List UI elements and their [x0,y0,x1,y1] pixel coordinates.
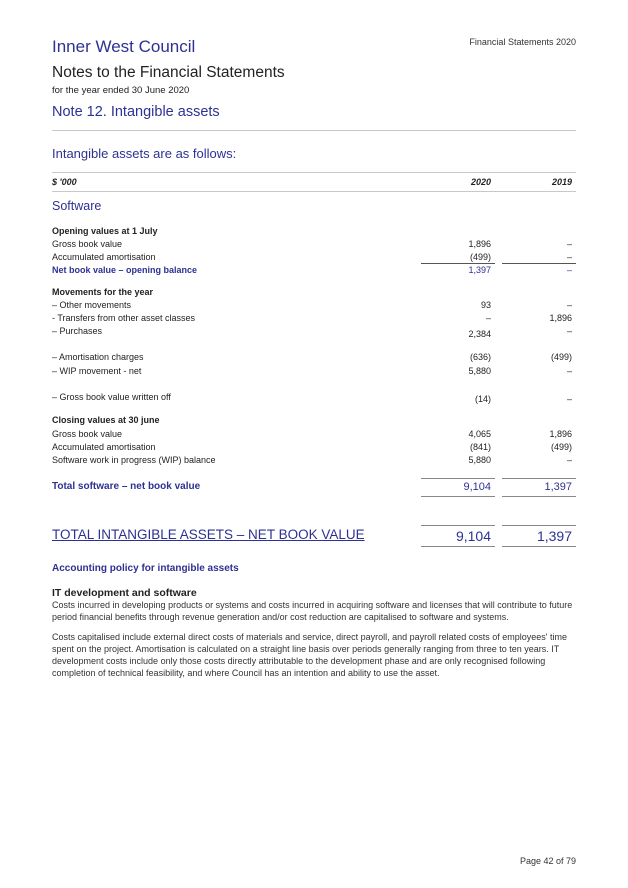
table-row [52,429,576,442]
total-software-2020: 9,104 [463,481,491,493]
row-label: - Transfers from other asset classes [52,313,196,323]
total-rule [421,496,495,497]
row-label: – Other movements [52,300,132,310]
row-label: Gross book value [52,239,123,249]
value-2019: (499) [550,352,572,362]
row-label: Gross book value [52,429,123,439]
total-software-label: Total software – net book value [52,481,201,492]
closing-title [52,415,576,428]
subtotal-rule [421,263,495,264]
value-2019: – [566,300,572,310]
divider [52,130,576,131]
notes-title: Notes to the Financial Statements [52,64,285,81]
value-2020: (499) [469,252,491,262]
council-name: Inner West Council [52,37,196,56]
value-2019: 1,896 [549,429,572,439]
reporting-period: for the year ended 30 June 2020 [52,85,190,96]
row-label: Accumulated amortisation [52,442,156,452]
value-2020: 1,397 [468,265,491,275]
page-number: Page 42 of 79 [519,856,576,866]
table-row [52,366,576,379]
intangible-assets-table [52,172,576,493]
value-2020: 5,880 [468,455,491,465]
row-label: – Purchases [52,326,103,336]
grand-total-label: TOTAL INTANGIBLE ASSETS – NET BOOK VALUE [52,527,365,542]
grand-total-rule [502,525,576,526]
opening-title-label: Opening values at 1 July [52,226,158,236]
total-rule [502,478,576,479]
section-subheading: Intangible assets are as follows: [52,146,237,161]
value-2020: (841) [469,442,491,452]
grand-total-2019: 1,397 [536,528,572,544]
row-label: Accumulated amortisation [52,252,156,262]
value-2020: 4,065 [468,429,491,439]
table-row [52,455,576,468]
grand-total-rule [421,525,495,526]
policy-title: Accounting policy for intangible assets [52,563,239,574]
value-2019: – [566,252,572,262]
row-label: Net book value – opening balance [52,265,198,275]
table-header-row [52,172,576,192]
value-2020: 2,384 [468,329,491,339]
column-header-2020: 2020 [470,177,491,187]
table-row [52,352,576,365]
table-row [52,313,576,326]
it-development-title: IT development and software [52,587,197,599]
table-row [52,392,576,405]
table-row [52,252,576,265]
value-2019: – [566,394,572,404]
document-header-label: Financial Statements 2020 [469,37,576,47]
value-2020: 93 [480,300,491,310]
value-2020: – [485,313,491,323]
row-label: – WIP movement - net [52,366,142,376]
grand-total-rule [421,546,495,547]
note-heading: Note 12. Intangible assets [52,104,220,120]
value-2019: – [566,326,572,336]
value-2019: 1,896 [549,313,572,323]
row-label: – Amortisation charges [52,352,144,362]
value-2019: – [566,265,572,275]
value-2019: (499) [550,442,572,452]
table-row [52,326,576,339]
table-row [52,442,576,455]
opening-title [52,226,576,239]
total-software-2019: 1,397 [544,481,572,493]
value-2019: – [566,239,572,249]
movements-title-label: Movements for the year [52,287,154,297]
policy-paragraph-1: Costs incurred in developing products or systems and costs incurred in acquiring software and licenses that will contribute to future period financial benefits through revenue generation and/or cost reduction are capitalised to software and systems. [52,600,573,622]
policy-paragraph-2: Costs capitalised include external direct costs of materials and service, direct payroll, and payroll related costs of employees' time spent on the project. Amortisation is calculated on a straight line basis over periods generally ranging from three to ten years. IT development costs include only those costs directly attributable to the development phase and are only recognised following completion of technical feasibility, and where Council has an intention and ability to use the asset. [52,632,567,678]
grand-total-2020: 9,104 [455,528,491,544]
row-label: – Gross book value written off [52,392,171,402]
table-row [52,300,576,313]
total-rule [502,496,576,497]
software-section-title: Software [52,199,102,213]
value-2020: 1,896 [468,239,491,249]
table-row [52,239,576,252]
value-2019: – [566,366,572,376]
movements-title [52,287,576,300]
value-2020: (14) [474,394,491,404]
table-row-net-opening [52,265,576,278]
total-rule [421,478,495,479]
value-2020: 5,880 [468,366,491,376]
value-2019: – [566,455,572,465]
closing-title-label: Closing values at 30 june [52,415,160,425]
row-label: Software work in progress (WIP) balance [52,455,216,465]
column-header-2019: 2019 [551,177,572,187]
grand-total-rule [502,546,576,547]
value-2020: (636) [469,352,491,362]
column-header-units: $ '000 [52,177,77,187]
subtotal-rule [502,263,576,264]
